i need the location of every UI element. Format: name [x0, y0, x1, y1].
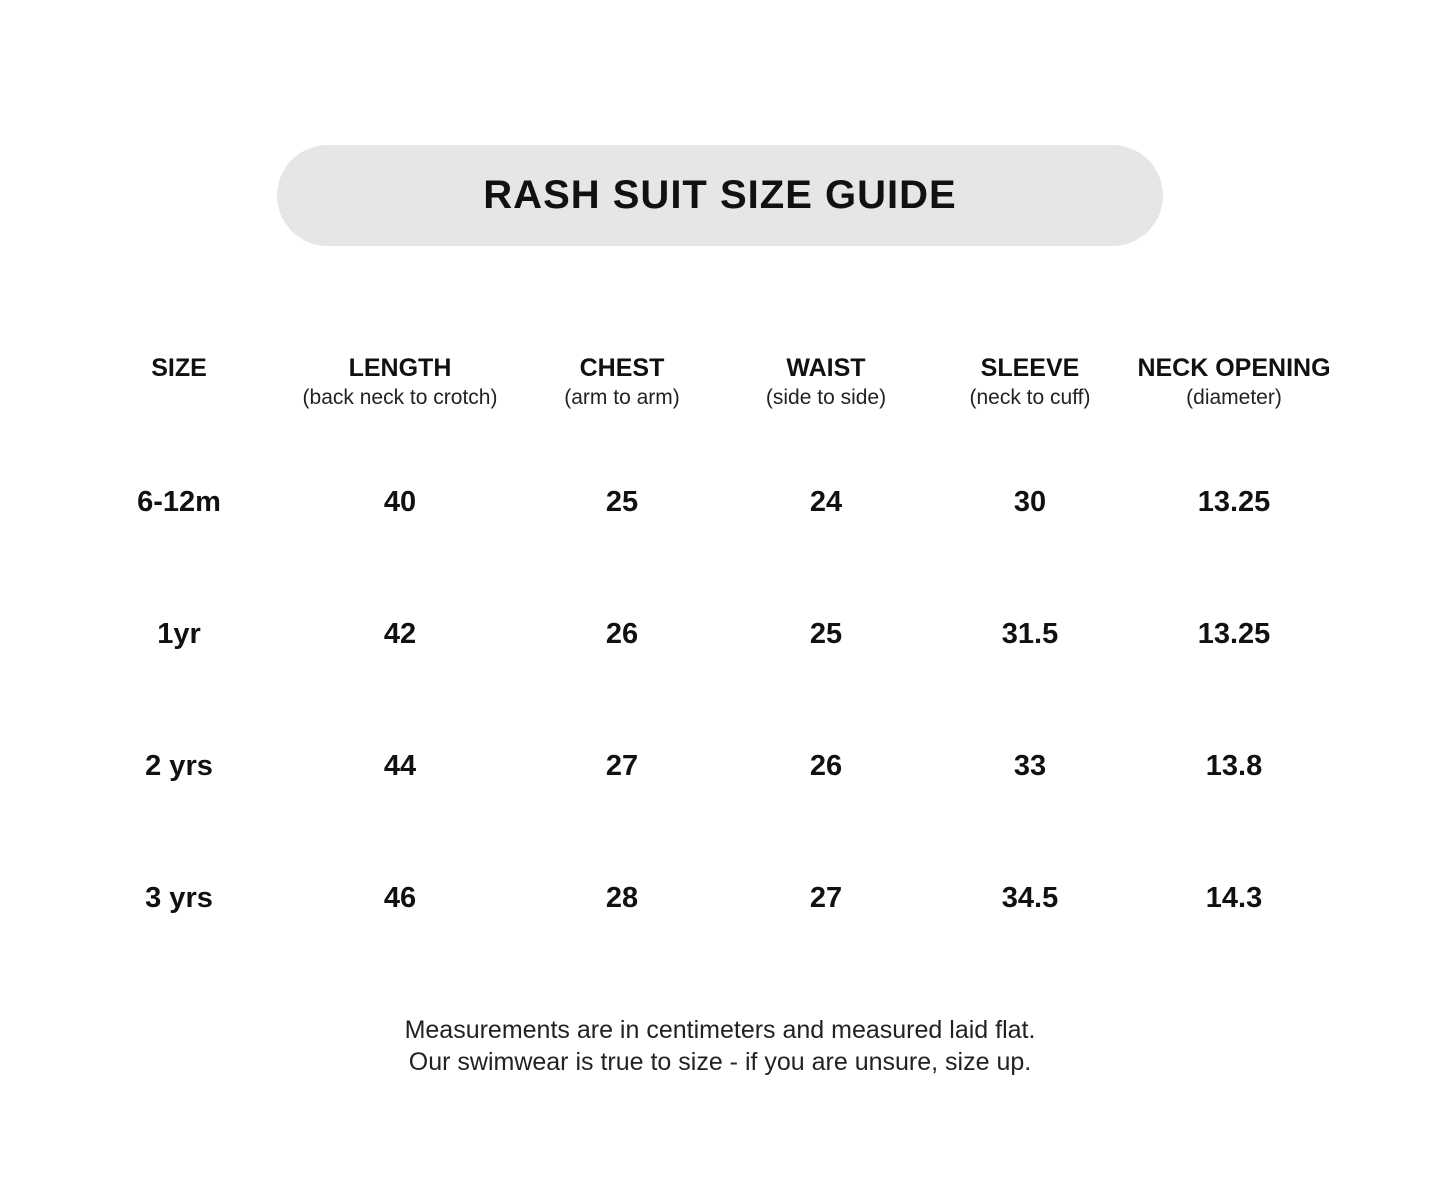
chest-cell: 27 [605, 750, 639, 782]
size-cell: 2 yrs [145, 750, 213, 782]
neck-opening-cell: 14.3 [1205, 882, 1263, 914]
column-header-sublabel: (neck to cuff) [969, 386, 1091, 409]
column-header-sublabel: (back neck to crotch) [302, 386, 498, 409]
sleeve-cell: 34.5 [1001, 882, 1059, 914]
sleeve-cell: 31.5 [1001, 618, 1059, 650]
neck-opening-cell: 13.25 [1197, 618, 1271, 650]
waist-cell: 25 [809, 618, 843, 650]
column-header-label: CHEST [579, 354, 665, 382]
neck-opening-cell: 13.25 [1197, 486, 1271, 518]
chest-cell: 25 [605, 486, 639, 518]
waist-cell: 26 [809, 750, 843, 782]
column-header-label: NECK OPENING [1137, 354, 1331, 382]
length-cell: 40 [383, 486, 417, 518]
size-cell: 3 yrs [145, 882, 213, 914]
length-cell: 46 [383, 882, 417, 914]
waist-cell: 24 [809, 486, 843, 518]
sleeve-cell: 33 [1013, 750, 1047, 782]
column-header-sublabel: (side to side) [765, 386, 887, 409]
size-cell: 1yr [157, 618, 201, 650]
title-banner [277, 145, 1163, 246]
length-cell: 42 [383, 618, 417, 650]
column-header-label: SIZE [151, 354, 207, 382]
column-header-sublabel: (arm to arm) [564, 386, 680, 409]
sizing-advice-note: Our swimwear is true to size - if you are unsure, size up. [408, 1048, 1032, 1076]
measurement-note: Measurements are in centimeters and measured laid flat. [404, 1016, 1036, 1044]
size-cell: 6-12m [137, 486, 221, 518]
chest-cell: 26 [605, 618, 639, 650]
column-header-label: WAIST [786, 354, 866, 382]
neck-opening-cell: 13.8 [1205, 750, 1263, 782]
length-cell: 44 [383, 750, 417, 782]
waist-cell: 27 [809, 882, 843, 914]
page-title: RASH SUIT SIZE GUIDE [483, 173, 957, 217]
column-header-sublabel: (diameter) [1186, 386, 1282, 409]
column-header-neck-opening [1084, 352, 1384, 412]
column-header-label: SLEEVE [980, 354, 1080, 382]
chest-cell: 28 [605, 882, 639, 914]
column-header-label: LENGTH [348, 354, 452, 382]
sleeve-cell: 30 [1013, 486, 1047, 518]
